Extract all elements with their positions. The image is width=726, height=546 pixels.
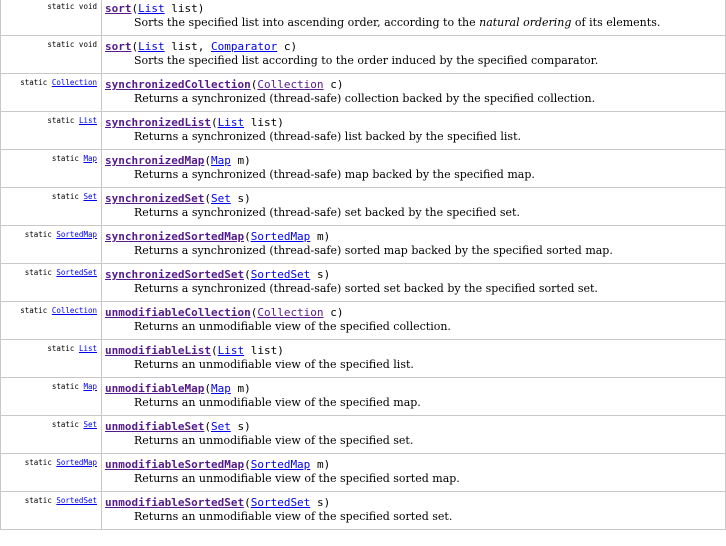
method-signature: synchronizedSortedSet(SortedSet s) (105, 268, 331, 281)
description-text: Returns a synchronized (thread-safe) list backed by the specified list. (134, 130, 521, 143)
description-text: Returns a synchronized (thread-safe) map backed by the specified map. (134, 168, 535, 181)
description-text: Returns a synchronized (thread-safe) sorted map backed by the specified sorted map. (134, 244, 613, 257)
method-name-link[interactable]: unmodifiableSortedMap (105, 458, 245, 471)
modifier-cell (1, 0, 102, 36)
method-name-link[interactable]: unmodifiableCollection (105, 306, 251, 319)
method-row (1, 454, 726, 492)
signature-cell (102, 36, 726, 74)
modifier-cell (1, 492, 102, 530)
description-text: Sorts the specified list according to the order induced by the specified comparator. (134, 54, 599, 67)
method-signature: sort(List list, Comparator c) (105, 40, 298, 53)
param-name: c (283, 40, 291, 53)
modifier-cell (1, 150, 102, 188)
modifier-text: static (51, 154, 79, 163)
method-row (1, 0, 726, 36)
description-text: Returns an unmodifiable view of the specified sorted set. (134, 510, 453, 523)
return-type-link[interactable]: SortedMap (56, 458, 97, 467)
modifier-text: static (51, 382, 79, 391)
signature-cell (102, 188, 726, 226)
param-name: c (330, 306, 337, 319)
method-signature: unmodifiableSortedSet(SortedSet s) (105, 496, 331, 509)
method-signature: unmodifiableSet(Set s) (105, 420, 251, 433)
param-name: s (237, 420, 245, 433)
param-name: s (316, 268, 324, 281)
signature-cell (102, 302, 726, 340)
modifier-text: static (24, 458, 52, 467)
modifier-text: static (51, 192, 79, 201)
param-name: m (316, 458, 324, 471)
signature-cell (102, 378, 726, 416)
modifier-cell (1, 112, 102, 150)
method-description (105, 358, 725, 372)
method-row (1, 36, 726, 74)
method-signature: sort(List list) (105, 2, 205, 15)
modifier-cell (1, 416, 102, 454)
param-type-link[interactable]: Set (210, 192, 231, 205)
signature-cell (102, 340, 726, 378)
return-type-link[interactable]: List (78, 344, 97, 353)
return-type-link[interactable]: Set (83, 192, 97, 201)
method-name-link[interactable]: synchronizedSortedSet (105, 268, 245, 281)
signature-cell (102, 74, 726, 112)
method-name-link[interactable]: synchronizedMap (105, 154, 205, 167)
return-type-link[interactable]: Set (83, 420, 97, 429)
method-signature: unmodifiableList(List list) (105, 344, 284, 357)
modifier-text: static void (47, 2, 97, 11)
method-name-link[interactable]: sort (105, 40, 132, 53)
signature-cell (102, 150, 726, 188)
param-type-link[interactable]: List (138, 40, 165, 53)
method-row (1, 302, 726, 340)
method-description (105, 16, 725, 30)
method-row (1, 264, 726, 302)
param-name: s (237, 192, 245, 205)
return-type-link[interactable]: List (78, 116, 97, 125)
modifier-cell (1, 454, 102, 492)
modifier-cell (1, 378, 102, 416)
method-description (105, 130, 725, 144)
modifier-text: static (20, 306, 48, 315)
signature-cell (102, 492, 726, 530)
param-name: m (237, 382, 245, 395)
method-signature: unmodifiableSortedMap(SortedMap m) (105, 458, 331, 471)
method-name-link[interactable]: synchronizedList (105, 116, 211, 129)
method-description (105, 320, 725, 334)
description-text: of its elements. (571, 16, 661, 29)
return-type-link[interactable]: SortedSet (56, 496, 97, 505)
method-row (1, 378, 726, 416)
param-type-link[interactable]: SortedMap (250, 458, 311, 471)
method-description (105, 168, 725, 182)
modifier-cell (1, 302, 102, 340)
modifier-cell (1, 188, 102, 226)
modifier-cell (1, 36, 102, 74)
method-description (105, 510, 725, 524)
modifier-text: static (47, 344, 75, 353)
param-type-link[interactable]: List (217, 116, 245, 129)
method-description (105, 472, 725, 486)
param-type-link[interactable]: Comparator (211, 40, 278, 53)
signature-cell (102, 0, 726, 36)
description-text: Sorts the specified list into ascending order, according to the (134, 16, 480, 29)
signature-cell (102, 264, 726, 302)
modifier-cell (1, 74, 102, 112)
method-row (1, 226, 726, 264)
param-name: s (316, 496, 324, 509)
param-name: list (250, 344, 278, 357)
method-description (105, 206, 725, 220)
method-signature: synchronizedSet(Set s) (105, 192, 251, 205)
param-type-link[interactable]: Collection (257, 78, 324, 91)
param-name: m (237, 154, 245, 167)
param-type-link[interactable]: Map (210, 154, 231, 167)
method-description (105, 282, 725, 296)
method-summary-body (1, 0, 726, 530)
signature-cell (102, 416, 726, 454)
description-text: Returns a synchronized (thread-safe) sorted set backed by the specified sorted set. (134, 282, 598, 295)
param-type-link[interactable]: SortedSet (250, 268, 311, 281)
param-name: m (316, 230, 324, 243)
return-type-link[interactable]: Collection (51, 306, 97, 315)
param-type-link[interactable]: Map (210, 382, 231, 395)
modifier-text: static (24, 268, 52, 277)
method-name-link[interactable]: synchronizedSet (105, 192, 205, 205)
description-text: Returns an unmodifiable view of the specified collection. (134, 320, 451, 333)
method-name-link[interactable]: synchronizedCollection (105, 78, 251, 91)
param-name: list (250, 116, 278, 129)
return-type-link[interactable]: Collection (51, 78, 97, 87)
description-text: Returns an unmodifiable view of the specified sorted map. (134, 472, 460, 485)
method-row (1, 416, 726, 454)
method-row (1, 150, 726, 188)
modifier-text: static (24, 496, 52, 505)
method-name-link[interactable]: unmodifiableList (105, 344, 211, 357)
return-type-link[interactable]: Map (83, 154, 97, 163)
method-signature: unmodifiableMap(Map m) (105, 382, 251, 395)
method-description (105, 396, 725, 410)
method-description (105, 244, 725, 258)
return-type-link[interactable]: SortedMap (56, 230, 97, 239)
modifier-cell (1, 226, 102, 264)
param-type-link[interactable]: Set (210, 420, 231, 433)
param-type-link[interactable]: SortedMap (250, 230, 311, 243)
method-signature: synchronizedMap(Map m) (105, 154, 251, 167)
method-name-link[interactable]: sort (105, 2, 132, 15)
method-row (1, 340, 726, 378)
param-name: c (330, 78, 337, 91)
method-description (105, 92, 725, 106)
param-type-link[interactable]: SortedSet (250, 496, 311, 509)
modifier-text: static void (47, 40, 97, 49)
modifier-cell (1, 340, 102, 378)
method-description (105, 434, 725, 448)
description-emphasis: natural ordering (479, 16, 572, 29)
param-name: list (171, 40, 198, 53)
modifier-text: static (20, 78, 48, 87)
modifier-text: static (24, 230, 52, 239)
description-text: Returns an unmodifiable view of the specified list. (134, 358, 414, 371)
signature-cell (102, 226, 726, 264)
method-name-link[interactable]: synchronizedSortedMap (105, 230, 245, 243)
method-name-link[interactable]: unmodifiableMap (105, 382, 205, 395)
method-row (1, 492, 726, 530)
method-name-link[interactable]: unmodifiableSortedSet (105, 496, 245, 509)
description-text: Returns a synchronized (thread-safe) collection backed by the specified collection. (134, 92, 596, 105)
method-signature: synchronizedCollection(Collection c) (105, 78, 344, 91)
modifier-text: static (51, 420, 79, 429)
description-text: Returns an unmodifiable view of the specified set. (134, 434, 414, 447)
method-row (1, 188, 726, 226)
method-signature: synchronizedSortedMap(SortedMap m) (105, 230, 331, 243)
param-type-link[interactable]: List (138, 2, 165, 15)
method-signature: synchronizedList(List list) (105, 116, 284, 129)
method-description (105, 54, 725, 68)
description-text: Returns a synchronized (thread-safe) set backed by the specified set. (134, 206, 520, 219)
param-name: list (171, 2, 198, 15)
param-type-link[interactable]: Collection (257, 306, 324, 319)
method-name-link[interactable]: unmodifiableSet (105, 420, 205, 433)
return-type-link[interactable]: SortedSet (56, 268, 97, 277)
method-row (1, 74, 726, 112)
modifier-text: static (47, 116, 75, 125)
param-type-link[interactable]: List (217, 344, 245, 357)
method-row (1, 112, 726, 150)
signature-cell (102, 112, 726, 150)
description-text: Returns an unmodifiable view of the specified map. (134, 396, 421, 409)
return-type-link[interactable]: Map (83, 382, 97, 391)
signature-cell (102, 454, 726, 492)
method-signature: unmodifiableCollection(Collection c) (105, 306, 344, 319)
modifier-cell (1, 264, 102, 302)
